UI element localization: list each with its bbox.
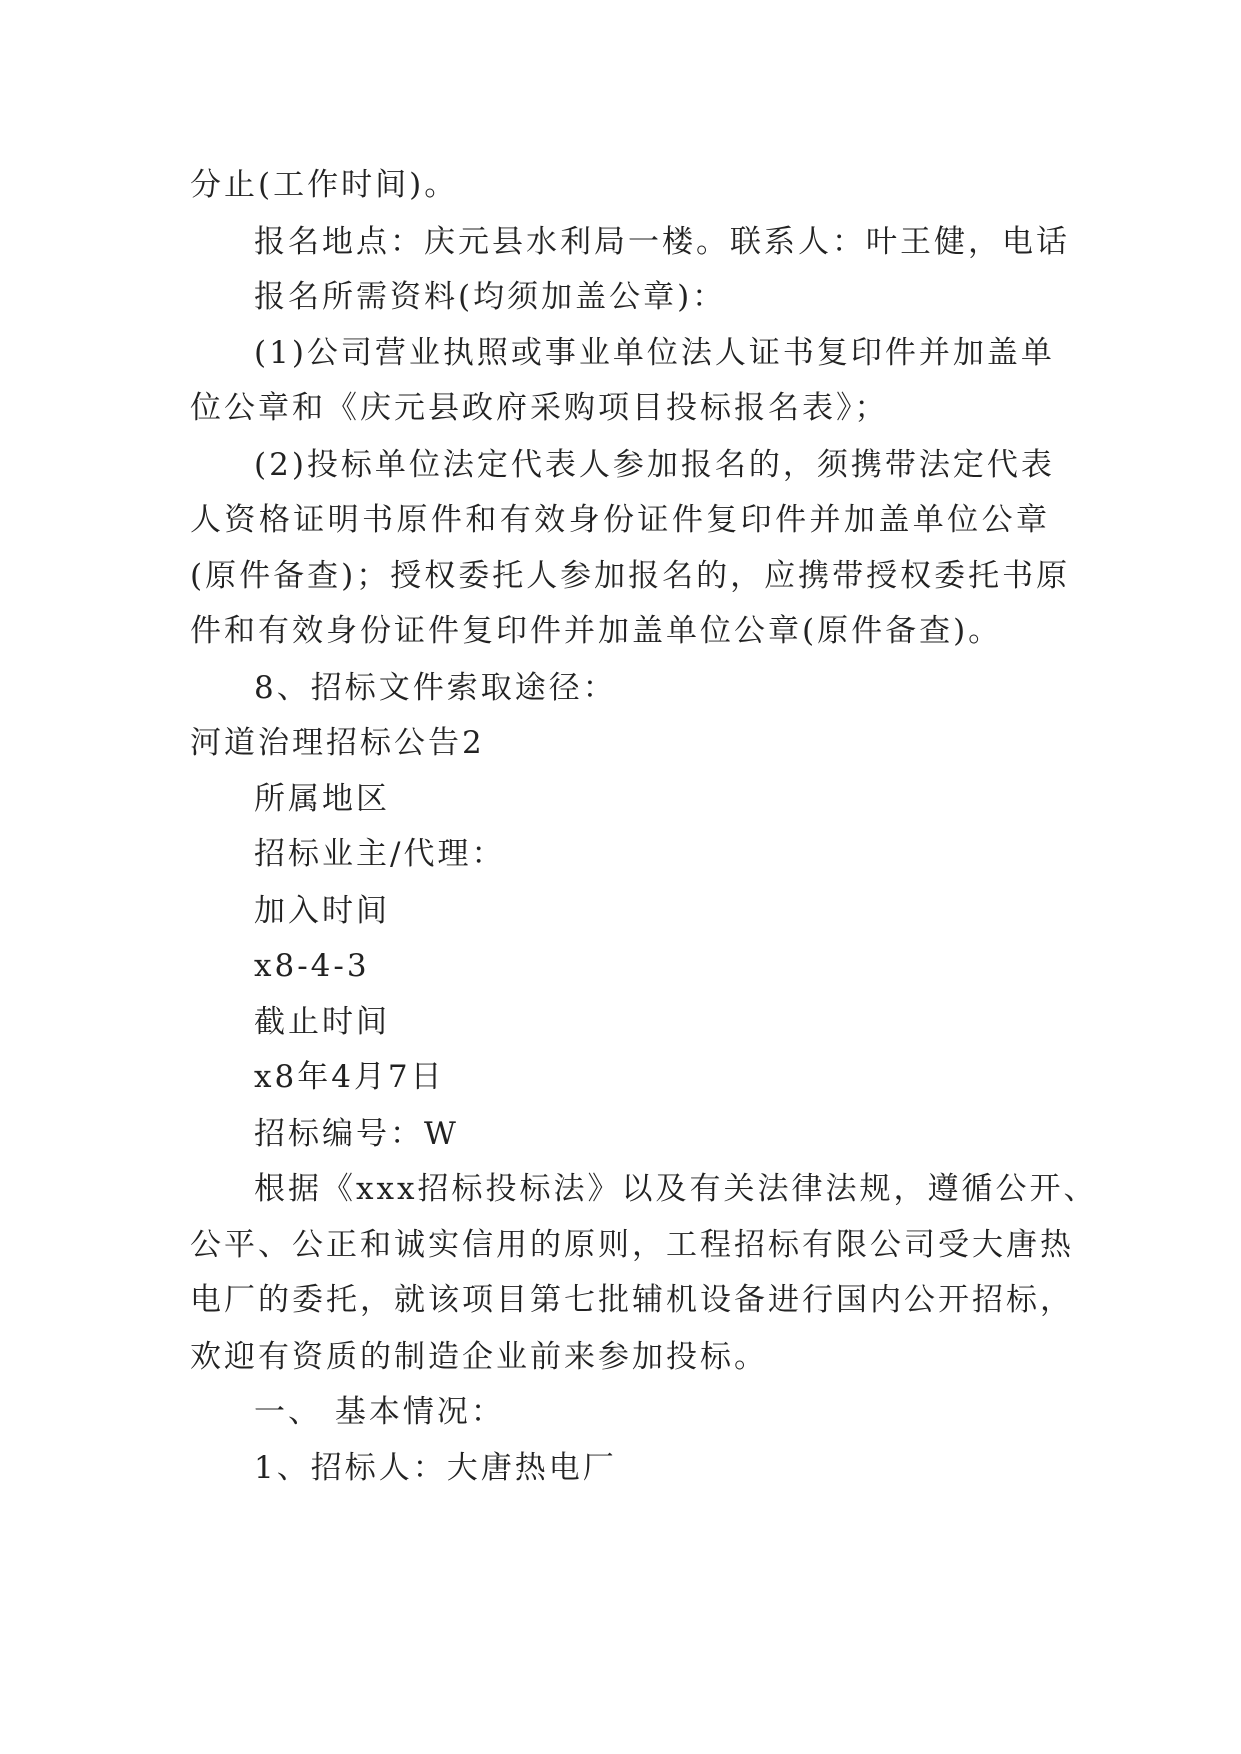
text-line: 位公章和《庆元县政府采购项目投标报名表》；	[190, 390, 889, 426]
text-line: 截止时间	[254, 1004, 390, 1040]
text-line: 所属地区	[254, 781, 390, 817]
text-line: (原件备查)；授权委托人参加报名的，应携带授权委托书原	[190, 558, 1071, 594]
text-line: 1、招标人：大唐热电厂	[254, 1450, 617, 1486]
text-line: 件和有效身份证件复印件并加盖单位公章(原件备查)。	[190, 613, 1003, 649]
text-line: 8、招标文件索取途径：	[254, 670, 617, 706]
text-line: 报名地点：庆元县水利局一楼。联系人：叶王健，电话	[254, 224, 1070, 260]
text-line: 一、 基本情况：	[254, 1394, 505, 1430]
text-line: x8年4月7日	[254, 1059, 445, 1095]
text-line: 招标编号：W	[254, 1116, 459, 1152]
text-line: 招标业主/代理：	[254, 836, 506, 872]
text-line: 报名所需资料(均须加盖公章)：	[254, 279, 727, 315]
text-line: 根据《xxx招标投标法》以及有关法律法规，遵循公开、	[254, 1171, 1098, 1207]
text-line: 分止(工作时间)。	[190, 167, 459, 203]
text-line: (1)公司营业执照或事业单位法人证书复印件并加盖单	[254, 335, 1055, 371]
text-line: 人资格证明书原件和有效身份证件复印件并加盖单位公章	[190, 502, 1050, 538]
text-line: x8-4-3	[254, 948, 370, 984]
text-line: 电厂的委托，就该项目第七批辅机设备进行国内公开招标，	[190, 1282, 1074, 1318]
text-line: 欢迎有资质的制造企业前来参加投标。	[190, 1339, 768, 1375]
section-heading: 河道治理招标公告2	[190, 725, 485, 761]
text-line: (2)投标单位法定代表人参加报名的，须携带法定代表	[254, 447, 1055, 483]
text-line: 公平、公正和诚实信用的原则，工程招标有限公司受大唐热	[190, 1227, 1074, 1263]
text-line: 加入时间	[254, 893, 390, 929]
